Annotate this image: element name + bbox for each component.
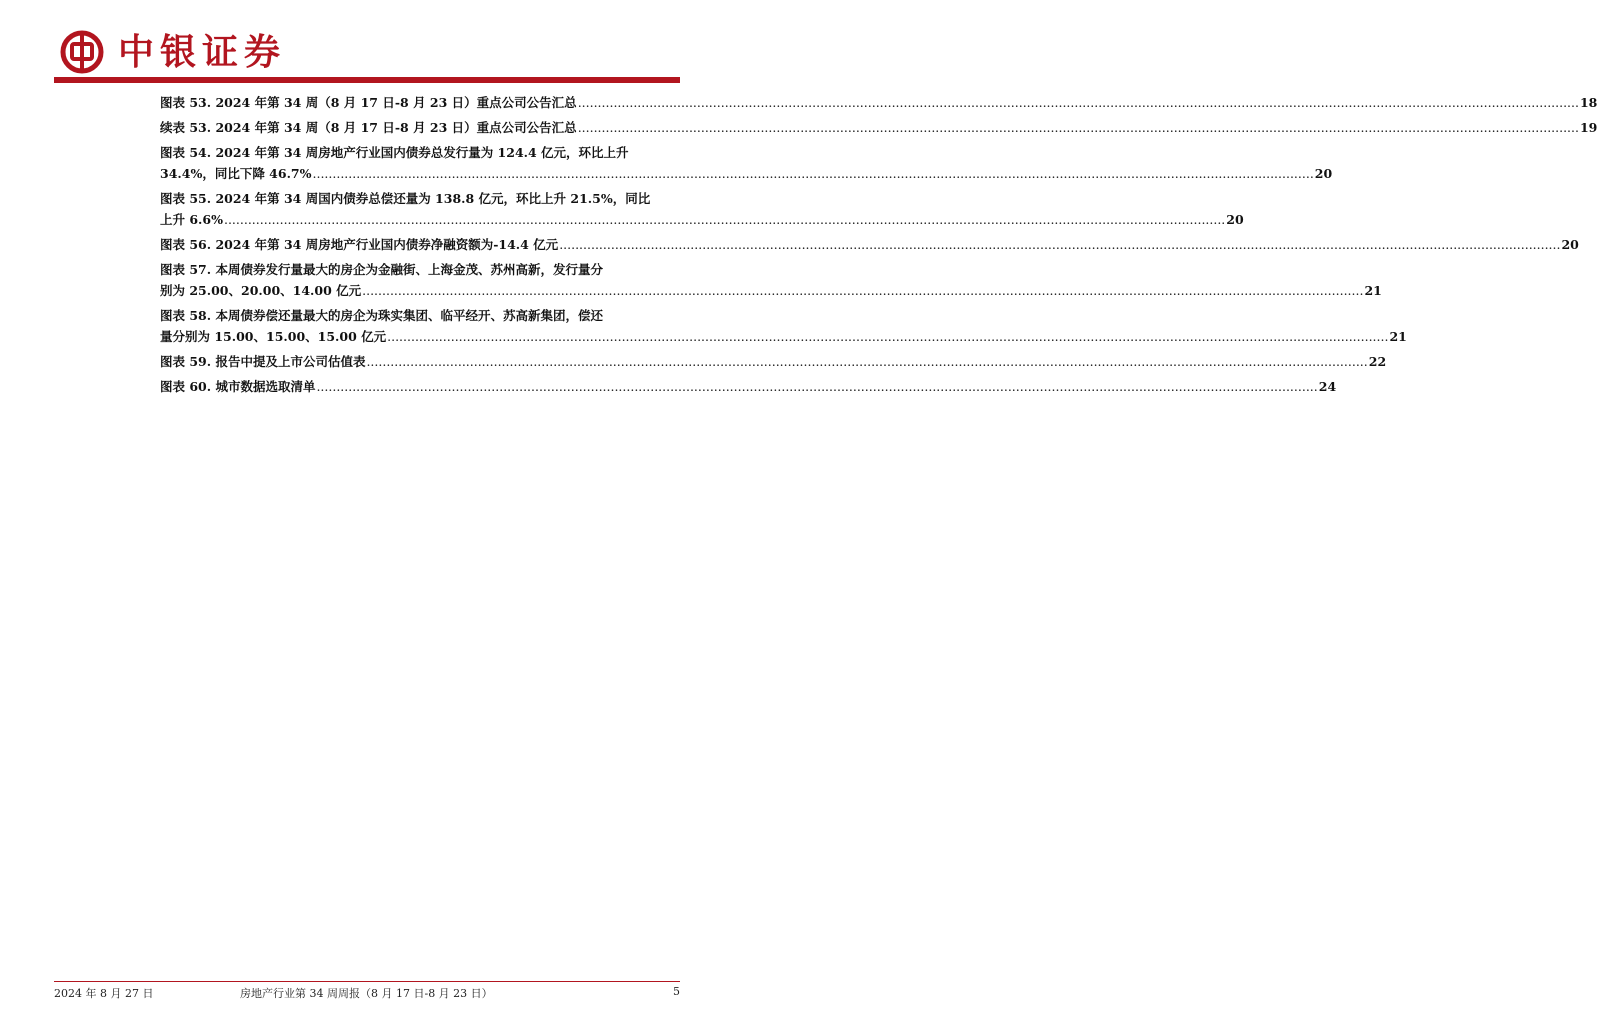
toc-page-number: 19 [1579,120,1597,135]
footer-page-number: 5 [673,985,680,998]
toc-entry-text: 图表 59. 报告中提及上市公司估值表 [160,354,366,369]
dot-leader [366,351,1367,372]
toc-entry[interactable] [160,142,1333,184]
page-footer [54,985,680,1001]
toc-page-number: 18 [1579,95,1597,110]
dot-leader [362,280,1363,301]
dot-leader [559,234,1560,255]
dot-leader [578,92,1579,113]
toc-entry-text: 图表 53. 2024 年第 34 周（8 月 17 日-8 月 23 日）重点公司公告汇总 [160,95,577,110]
toc-entry[interactable] [160,188,1244,230]
toc-page-number: 21 [1364,283,1382,298]
page-header [0,0,724,90]
dot-leader [316,376,1317,397]
toc-entry-text: 上升 6.6% [160,212,223,227]
toc-entry-text: 34.4%，同比下降 46.7% [160,166,312,181]
toc-page-number: 20 [1314,166,1333,181]
dot-leader [313,163,1314,184]
toc-entry-text: 图表 58. 本周债券偿还量最大的房企为珠实集团、临平经开、苏高新集团，偿还 [160,308,603,323]
footer-date: 2024 年 8 月 27 日 [54,987,154,1000]
dot-leader [224,209,1225,230]
toc-entry[interactable] [160,376,1337,397]
header-rule [54,77,680,83]
toc-entry-text: 图表 60. 城市数据选取清单 [160,379,316,394]
toc-page-number: 24 [1318,379,1337,394]
toc-entry[interactable] [160,92,1597,113]
toc-entry[interactable] [160,351,1387,372]
dot-leader [387,326,1388,347]
toc-entry-text: 别为 25.00、20.00、14.00 亿元 [160,283,362,298]
toc-entry-text: 图表 54. 2024 年第 34 周房地产行业国内债券总发行量为 124.4 亿元，环比上升 [160,145,629,160]
footer-rule [54,981,680,982]
toc-entry-text: 续表 53. 2024 年第 34 周（8 月 17 日-8 月 23 日）重点公司公告汇总 [160,120,577,135]
bank-of-china-logo-icon [60,30,104,74]
toc-page-number: 20 [1561,237,1579,252]
toc-entry[interactable] [160,234,1579,255]
toc-page-number: 20 [1226,212,1244,227]
toc-entry[interactable] [160,305,1407,347]
footer-title: 房地产行业第 34 周周报（8 月 17 日-8 月 23 日） [240,987,493,1000]
toc-page-number: 21 [1389,329,1407,344]
brand-name: 中银证券 [118,31,287,73]
toc-entry-text: 量分别为 15.00、15.00、15.00 亿元 [160,329,387,344]
toc-page-number: 22 [1368,354,1387,369]
dot-leader [578,117,1579,138]
toc-entry-text: 图表 55. 2024 年第 34 周国内债券总偿还量为 138.8 亿元，环比上升 21.5%，同比 [160,191,651,206]
toc-entry-text: 图表 57. 本周债券发行量最大的房企为金融街、上海金茂、苏州高新，发行量分 [160,262,603,277]
toc-entry[interactable] [160,117,1597,138]
toc-entry-text: 图表 56. 2024 年第 34 周房地产行业国内债券净融资额为-14.4 亿元 [160,237,559,252]
figure-index [160,92,1597,397]
toc-entry[interactable] [160,259,1382,301]
